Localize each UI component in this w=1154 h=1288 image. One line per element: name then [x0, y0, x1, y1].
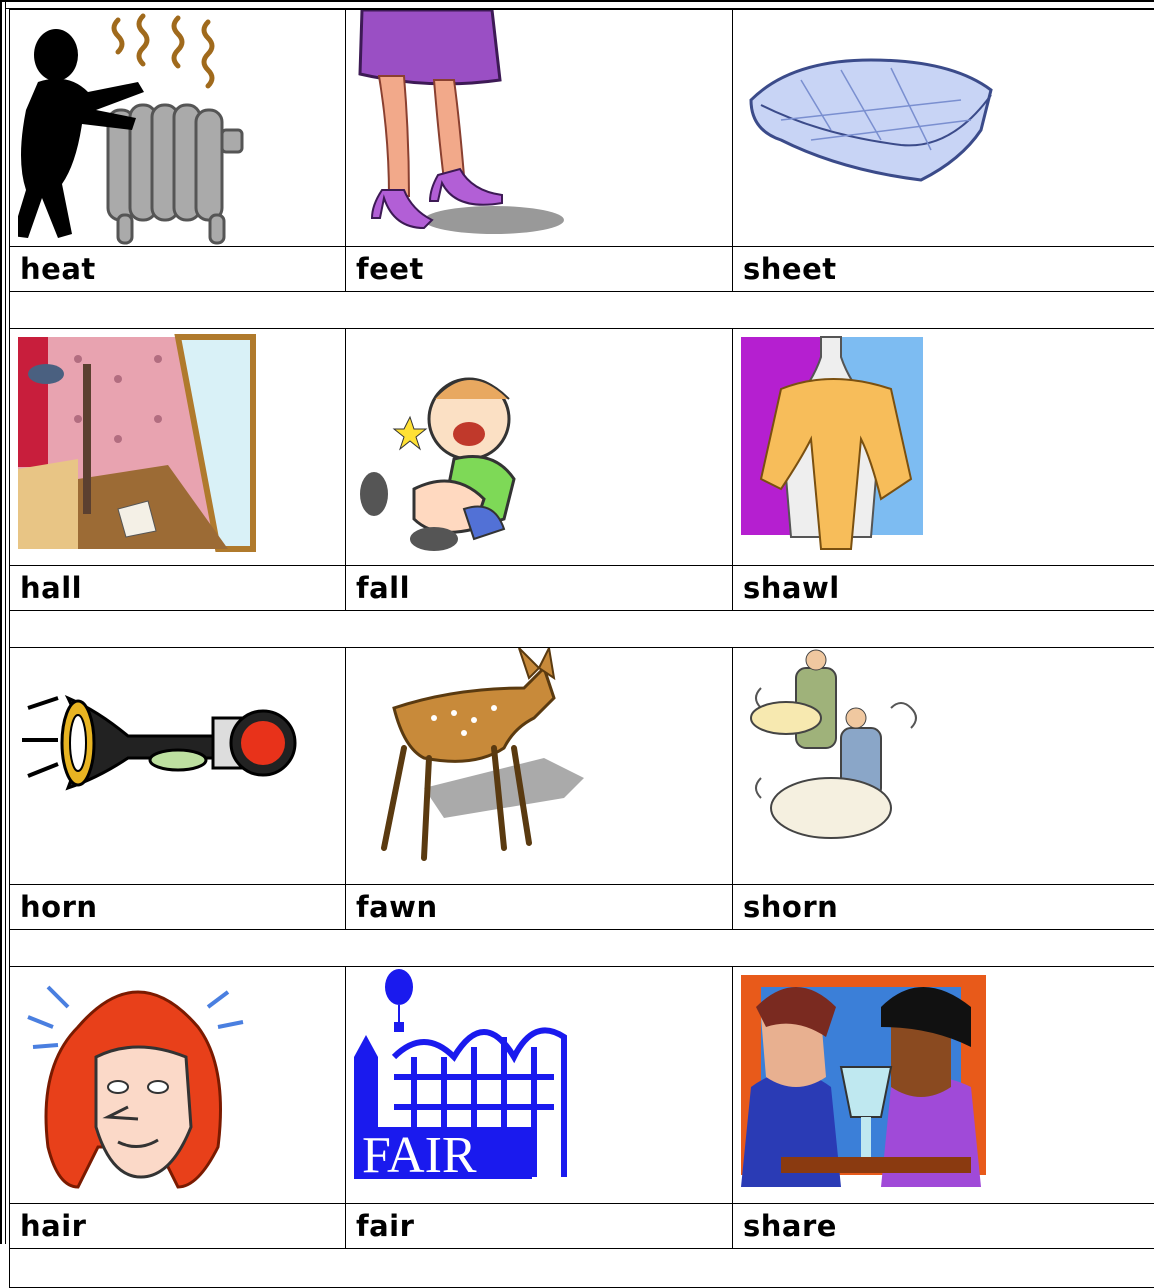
word-label: fall	[346, 566, 733, 611]
picture-cell	[733, 648, 1154, 885]
picture-row	[10, 10, 1154, 247]
picture-cell	[10, 967, 346, 1204]
word-row	[10, 885, 1154, 930]
spacer-cell	[10, 292, 1154, 329]
word-label: hall	[10, 566, 346, 611]
word-label: hair	[10, 1204, 346, 1249]
page-border-left-inner	[5, 0, 6, 1244]
fawn-deer-icon	[354, 648, 584, 884]
spacer-row	[10, 930, 1154, 967]
picture-cell	[733, 329, 1154, 566]
picture-cell	[10, 10, 346, 247]
word-label: feet	[346, 247, 733, 292]
picture-row	[10, 648, 1154, 885]
hallway-coat-rack-icon	[18, 329, 258, 565]
couple-sharing-drink-icon	[741, 967, 991, 1203]
picture-cell	[346, 10, 733, 247]
boy-fallen-hurt-knee-icon	[354, 329, 584, 565]
fair-roller-coaster-icon	[354, 967, 584, 1203]
spacer-row	[10, 1249, 1154, 1288]
picture-cell	[346, 329, 733, 566]
picture-cell	[733, 967, 1154, 1204]
picture-cell	[10, 648, 346, 885]
picture-cell	[733, 10, 1154, 247]
word-label: fair	[346, 1204, 733, 1249]
horn-icon	[18, 648, 308, 884]
man-warming-at-radiator-icon	[18, 10, 248, 246]
shawl-on-mannequin-icon	[741, 329, 931, 565]
word-label: shorn	[733, 885, 1154, 930]
word-label: shawl	[733, 566, 1154, 611]
red-hair-woman-icon	[18, 967, 258, 1203]
word-row	[10, 247, 1154, 292]
word-row	[10, 1204, 1154, 1249]
word-label: horn	[10, 885, 346, 930]
spacer-cell	[10, 1249, 1154, 1288]
spacer-row	[10, 292, 1154, 329]
fair-sign-text: FAIR	[362, 1127, 477, 1184]
word-label: heat	[10, 247, 346, 292]
picture-cell	[346, 967, 733, 1204]
word-row	[10, 566, 1154, 611]
picture-row	[10, 329, 1154, 566]
page-border-left	[0, 0, 2, 1244]
spacer-row	[10, 611, 1154, 648]
woman-feet-purple-shoes-icon	[354, 10, 584, 246]
word-label: sheet	[733, 247, 1154, 292]
picture-cell	[346, 648, 733, 885]
picture-row	[10, 967, 1154, 1204]
folded-sheet-icon	[741, 10, 1011, 246]
picture-cell	[10, 329, 346, 566]
spacer-cell	[10, 930, 1154, 967]
word-label: share	[733, 1204, 1154, 1249]
word-label: fawn	[346, 885, 733, 930]
sheep-shearing-icon	[741, 648, 941, 884]
page-border-top	[0, 0, 1154, 2]
word-picture-table	[9, 9, 1154, 1288]
spacer-cell	[10, 611, 1154, 648]
